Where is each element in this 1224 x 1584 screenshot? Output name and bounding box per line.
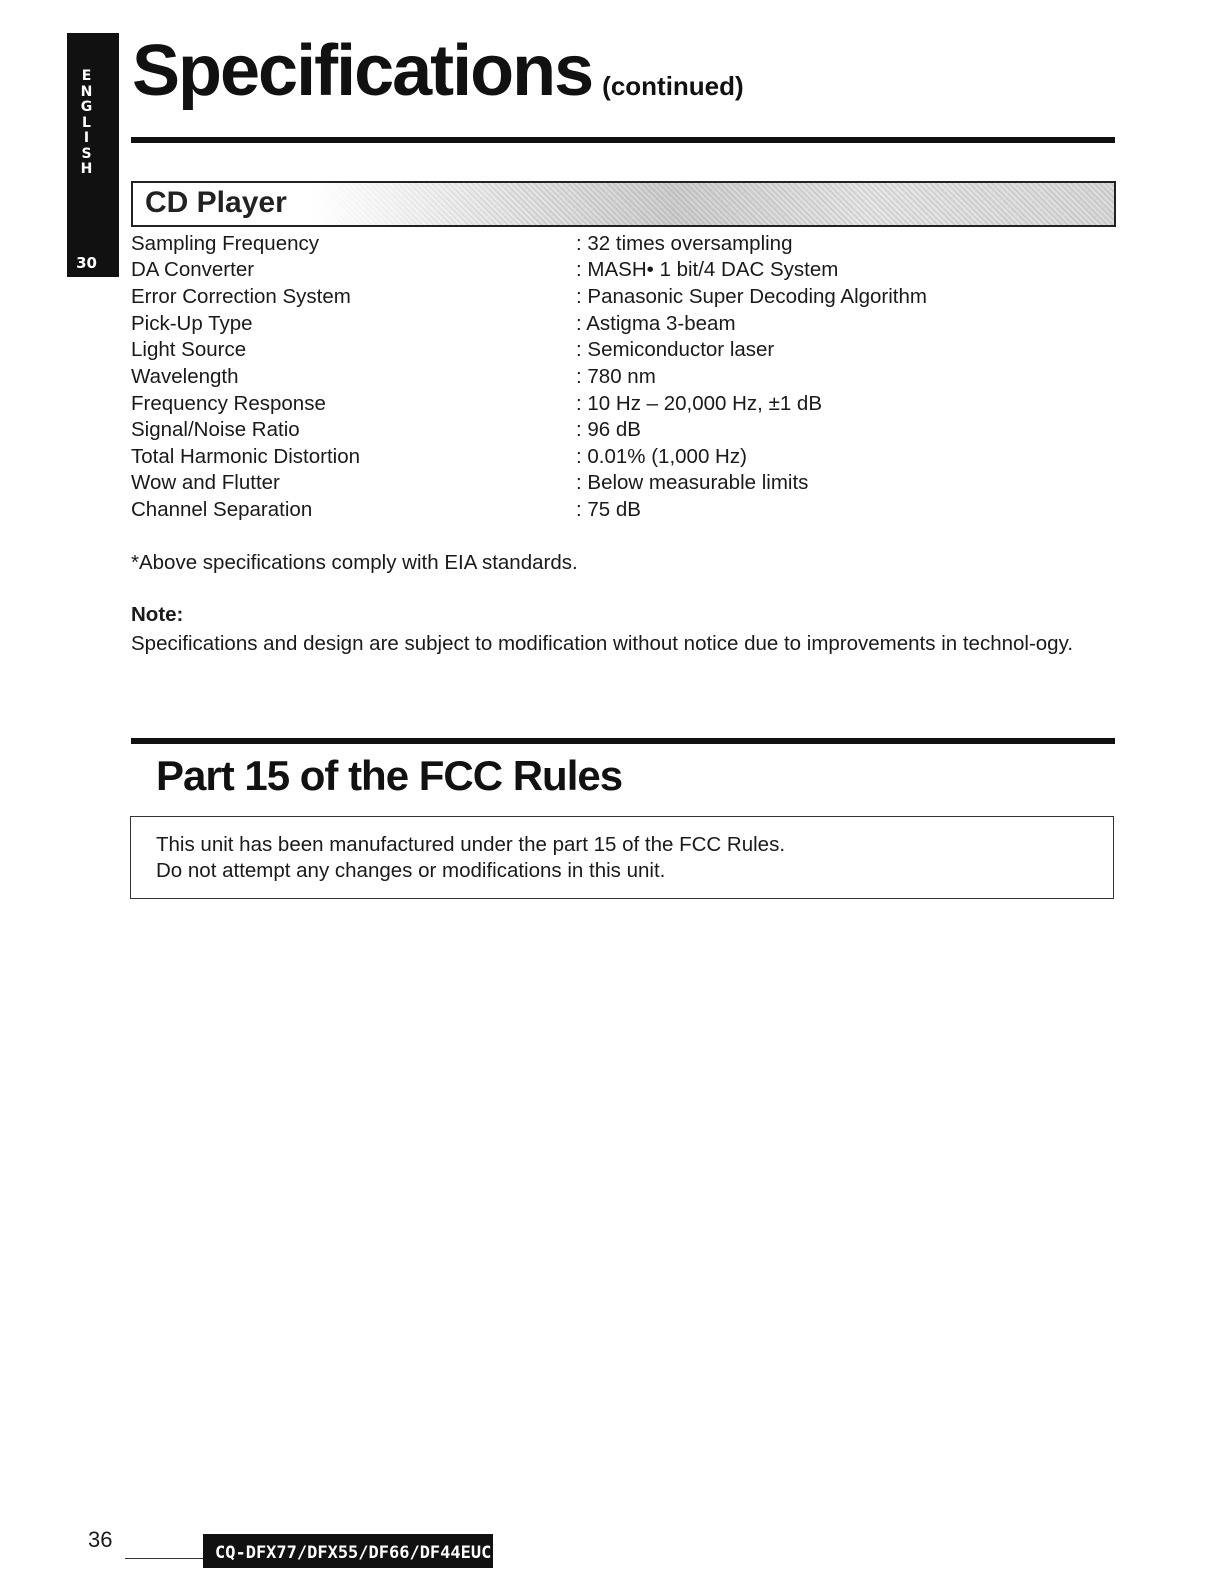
model-number-bar — [203, 1534, 493, 1568]
spec-name: Total Harmonic Distortion — [131, 445, 360, 468]
spec-value: : 75 dB — [576, 498, 641, 521]
spec-value: : Astigma 3-beam — [576, 312, 736, 335]
spec-row — [131, 232, 1115, 259]
language-letter: G — [80, 99, 93, 115]
spec-value: : 0.01% (1,000 Hz) — [576, 445, 747, 468]
spec-name: DA Converter — [131, 258, 255, 281]
spec-name: Signal/Noise Ratio — [131, 418, 300, 441]
spec-name: Frequency Response — [131, 392, 326, 415]
fcc-notice-line: This unit has been manufactured under the part 15 of the FCC Rules. — [156, 833, 786, 856]
fcc-rule — [131, 738, 1115, 744]
page-number: 36 — [88, 1527, 113, 1552]
header-rule — [131, 137, 1115, 143]
spec-value: : Semiconductor laser — [576, 338, 775, 361]
fcc-notice-line: Do not attempt any changes or modifications in this unit. — [156, 859, 666, 882]
spec-name: Error Correction System — [131, 285, 351, 308]
spec-value: : MASH• 1 bit/4 DAC System — [576, 258, 839, 281]
language-letter: I — [83, 130, 90, 146]
language-letter: N — [80, 83, 93, 100]
spec-row — [131, 338, 1115, 365]
spec-value: : 96 dB — [576, 418, 641, 441]
spec-row — [131, 498, 1115, 525]
spec-row — [131, 365, 1115, 392]
eia-footnote: *Above specifications comply with EIA standards. — [131, 551, 578, 574]
note-label: Note: — [131, 603, 184, 626]
spec-row — [131, 445, 1115, 472]
spec-row — [131, 392, 1115, 419]
spec-row — [131, 418, 1115, 445]
model-number: CQ-DFX77/DFX55/DF66/DF44EUC — [215, 1543, 492, 1563]
language-letter: E — [81, 68, 92, 84]
spec-value: : Panasonic Super Decoding Algorithm — [576, 285, 927, 308]
language-letter: L — [82, 114, 91, 131]
language-letter: H — [80, 161, 93, 177]
spec-row — [131, 471, 1115, 498]
footer-rule — [125, 1558, 205, 1559]
spec-name: Sampling Frequency — [131, 232, 320, 255]
cd-player-section-header — [131, 181, 1116, 227]
spec-row — [131, 285, 1115, 312]
cd-player-heading: CD Player — [145, 186, 287, 219]
language-letter: S — [81, 145, 92, 162]
note-text: Specifications and design are subject to modification without notice due to improvements in technol-ogy. — [131, 632, 1074, 655]
spec-name: Wavelength — [131, 365, 239, 388]
spec-value: : 780 nm — [576, 365, 656, 388]
spec-name: Pick-Up Type — [131, 312, 253, 335]
fcc-title: Part 15 of the FCC Rules — [156, 752, 623, 799]
page-title — [132, 30, 744, 112]
spec-name: Light Source — [131, 338, 247, 361]
page-title-subtitle: (continued) — [602, 71, 744, 101]
spec-value: : 10 Hz – 20,000 Hz, ±1 dB — [576, 392, 822, 415]
spec-row — [131, 258, 1115, 285]
page-title-main: Specifications — [132, 31, 593, 111]
language-tab-letters — [67, 69, 106, 178]
spec-row — [131, 312, 1115, 339]
language-tab — [67, 33, 119, 277]
spec-name: Wow and Flutter — [131, 471, 280, 494]
section-page-number: 30 — [76, 254, 97, 272]
spec-value: : Below measurable limits — [576, 471, 809, 494]
spec-name: Channel Separation — [131, 498, 313, 521]
fcc-notice-box — [130, 816, 1114, 899]
spec-value: : 32 times oversampling — [576, 232, 793, 255]
